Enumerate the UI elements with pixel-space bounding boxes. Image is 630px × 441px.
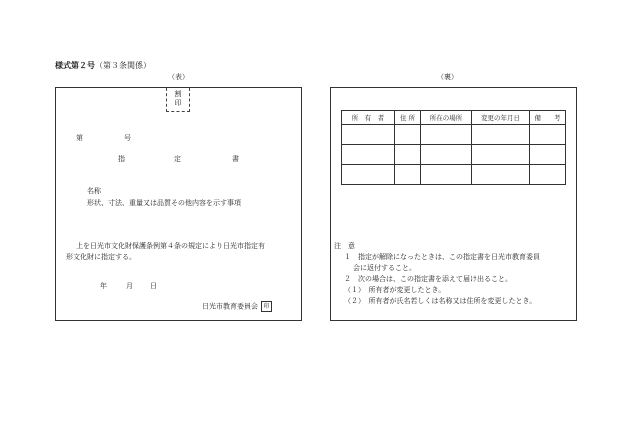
seal-char-2: 印 — [174, 99, 182, 107]
date-year: 年 — [100, 282, 107, 290]
shape-dimension-line: 形状、寸法、重量又は品質その他内容を示す事項 — [87, 199, 241, 207]
note-line-4: （１） 所有者が変更したとき。 — [344, 286, 446, 294]
certificate-back-panel — [330, 87, 577, 321]
table-row — [342, 165, 566, 185]
designation-text-line2: 形文化財に指定する。 — [66, 253, 136, 261]
designation-text-line1: 上を日光市文化財保護条例第４条の規定により日光市指定有 — [76, 242, 265, 250]
number-suffix: 号 — [124, 134, 131, 142]
change-record-table — [341, 110, 566, 185]
date-day: 日 — [150, 282, 157, 290]
date-month: 月 — [126, 282, 133, 290]
form-relation: （第３条関係） — [95, 61, 151, 70]
header-remarks: 備 考 — [530, 111, 566, 125]
tally-seal-box — [166, 88, 190, 112]
issuer-name: 日光市教育委員会 — [202, 302, 258, 311]
issuer-line — [202, 301, 272, 312]
header-address: 住 所 — [395, 111, 421, 125]
form-title — [55, 60, 151, 71]
note-line-2: 会に返付すること。 — [353, 264, 416, 272]
header-location: 所在の場所 — [421, 111, 472, 125]
note-line-5: （２） 所有者が氏名若しくは名称又は住所を変更したとき。 — [344, 297, 537, 305]
form-number: 様式第２号 — [55, 60, 95, 70]
note-line-1: １ 指定が解除になったときは、この指定書を日光市教育委員 — [344, 253, 540, 261]
doc-title-char-1: 指 — [118, 155, 125, 163]
doc-title-char-2: 定 — [174, 155, 181, 163]
back-label: （裏） — [437, 73, 458, 81]
header-owner: 所 有 者 — [342, 111, 395, 125]
front-label: （表） — [168, 73, 189, 81]
table-header-row — [342, 111, 566, 125]
issuer-seal-mark: 印 — [261, 301, 272, 312]
table-row — [342, 145, 566, 165]
doc-title-char-3: 書 — [232, 155, 239, 163]
note-line-3: ２ 次の場合は、この指定書を添えて届け出ること。 — [344, 275, 512, 283]
seal-char-1: 割 — [174, 90, 182, 98]
number-prefix: 第 — [76, 134, 83, 142]
table-row — [342, 125, 566, 145]
certificate-front-panel — [55, 87, 302, 321]
name-label: 名称 — [87, 187, 101, 195]
header-change-date: 変更の年月日 — [472, 111, 530, 125]
notes-title: 注 意 — [334, 242, 355, 250]
